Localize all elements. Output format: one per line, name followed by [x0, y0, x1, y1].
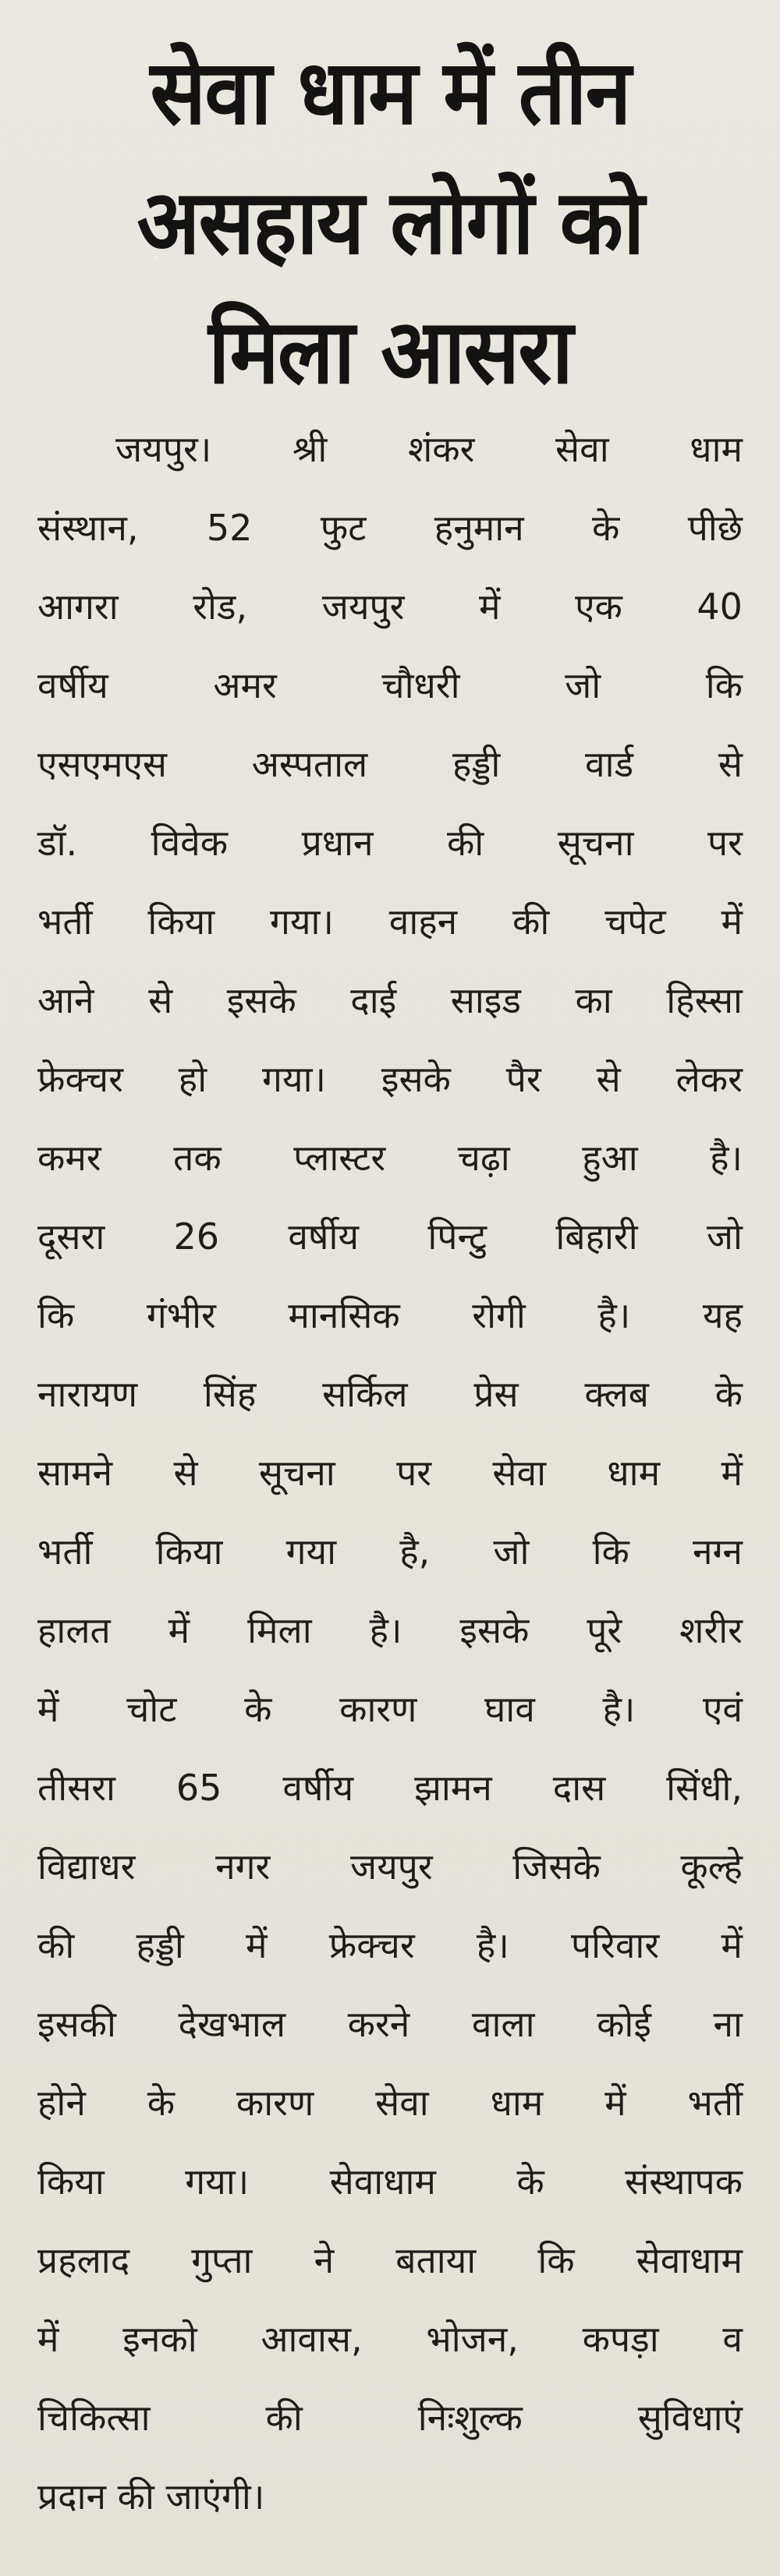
- article-line: प्रदान की जाएंगी।: [37, 2475, 265, 2518]
- article-line: कि गंभीर मानसिक रोगी है। यह: [37, 1294, 743, 1336]
- article-line: दूसरा 26 वर्षीय पिन्टु बिहारी जो: [37, 1215, 743, 1258]
- article-line: इसकी देखभाल करने वाला कोई ना: [37, 2003, 743, 2045]
- article-line: आने से इसके दाई साइड का हिस्सा: [37, 979, 743, 1021]
- headline: [34, 28, 746, 417]
- article-line: सामने से सूचना पर सेवा धाम में: [37, 1452, 743, 1494]
- article-body: [34, 410, 746, 2536]
- article-line: होने के कारण सेवा धाम में भर्ती: [37, 2082, 743, 2124]
- article-line: फ्रेक्चर हो गया। इसके पैर से लेकर: [37, 1058, 743, 1100]
- article-line: डॉ. विवेक प्रधान की सूचना पर: [37, 822, 743, 864]
- headline-line-3: मिला आसरा: [208, 299, 572, 404]
- headline-line-2: असहाय लोगों को: [136, 170, 644, 274]
- article-line: प्रहलाद गुप्ता ने बताया कि सेवाधाम: [37, 2239, 743, 2281]
- article-line: चिकित्सा की निःशुल्क सुविधाएं: [37, 2397, 743, 2439]
- article-line: एसएमएस अस्पताल हड्डी वार्ड से: [37, 743, 743, 785]
- article-line: भर्ती किया गया। वाहन की चपेट में: [37, 901, 743, 943]
- article-line: संस्थान, 52 फुट हनुमान के पीछे: [37, 507, 743, 549]
- article-line: की हड्डी में फ्रेक्चर है। परिवार में: [37, 1924, 743, 1966]
- article-line: तीसरा 65 वर्षीय झामन दास सिंधी,: [37, 1767, 743, 1809]
- article-line: भर्ती किया गया है, जो कि नग्न: [37, 1530, 743, 1573]
- article-line: जयपुर। श्री शंकर सेवा धाम: [115, 428, 743, 470]
- article-line: विद्याधर नगर जयपुर जिसके कूल्हे: [37, 1845, 743, 1888]
- article-line: किया गया। सेवाधाम के संस्थापक: [37, 2160, 743, 2203]
- article-line: कमर तक प्लास्टर चढ़ा हुआ है।: [37, 1137, 743, 1179]
- headline-line-1: सेवा धाम में तीन: [150, 41, 630, 145]
- article-line: नारायण सिंह सर्किल प्रेस क्लब के: [37, 1373, 743, 1415]
- article-line: वर्षीय अमर चौधरी जो कि: [37, 664, 743, 706]
- article-line: में चोट के कारण घाव है। एवं: [37, 1688, 743, 1730]
- article-line: में इनको आवास, भोजन, कपड़ा व: [37, 2318, 743, 2360]
- article-line: आगरा रोड, जयपुर में एक 40: [37, 586, 743, 628]
- article-line: हालत में मिला है। इसके पूरे शरीर: [37, 1609, 743, 1651]
